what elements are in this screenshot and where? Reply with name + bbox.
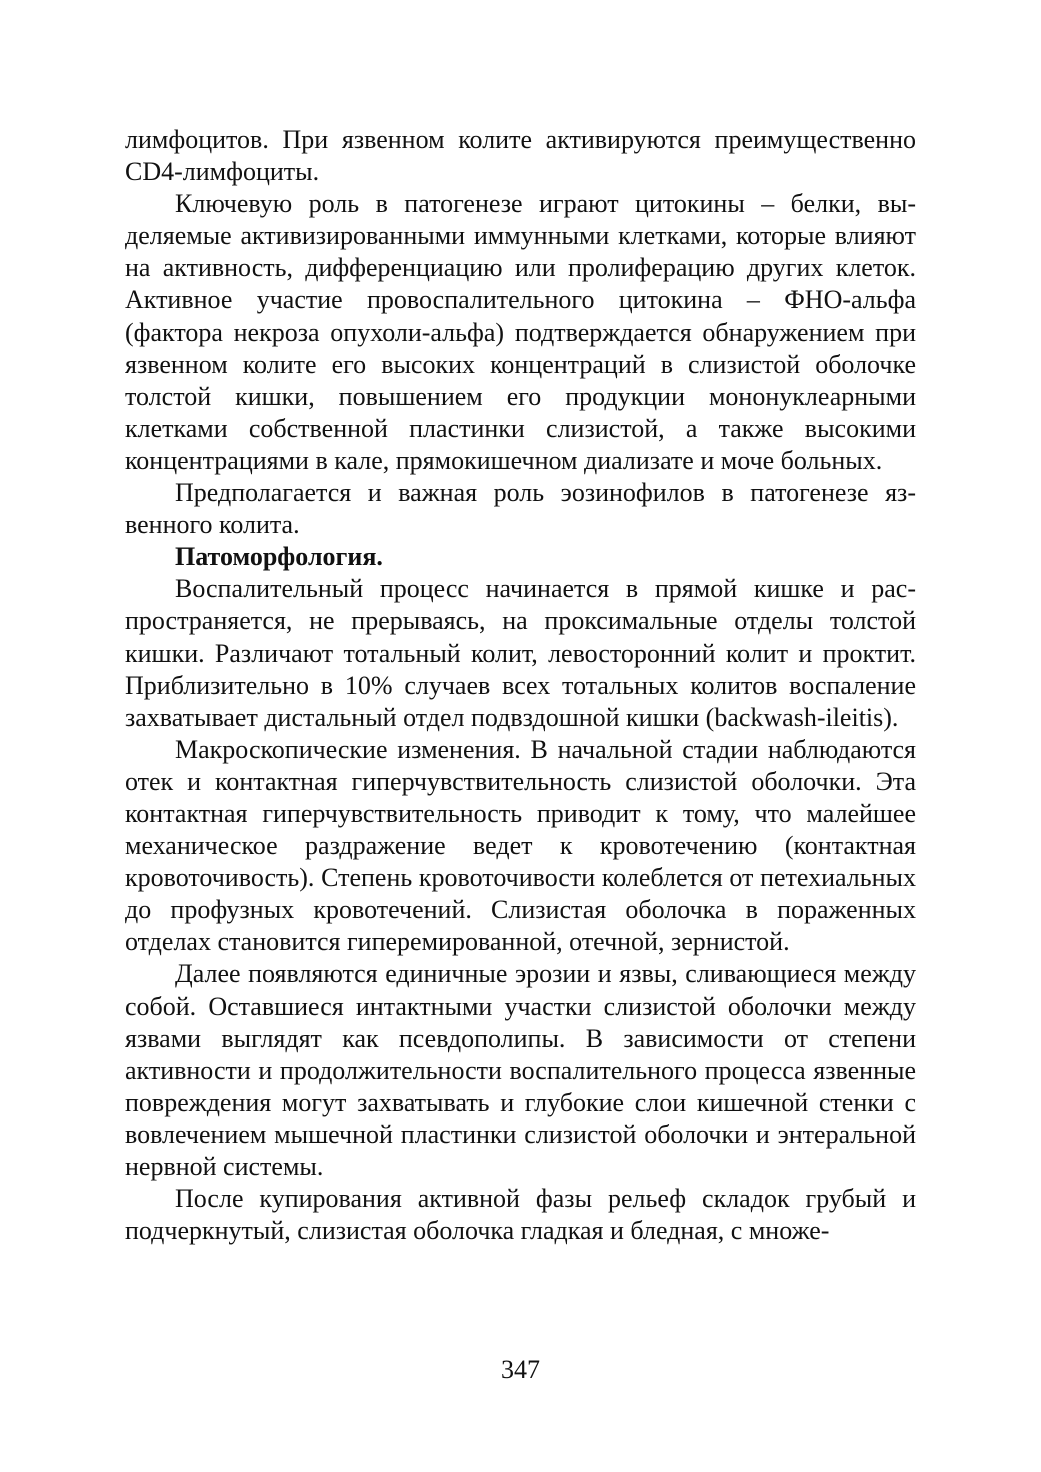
paragraph-7: Далее появляются единичные эрозии и язвы, сливающиеся между собой. Оставшиеся интактными участки слизистой оболочки между язвами выглядят как псевдополипы. В зависимости от степени активности и продолжительности воспалительного процесса язвенные повреждения могут захватывать и глубокие слои кишечной стенки с вовлечением мышечной пластинки слизистой оболочки и энтеральной нервной системы.: [125, 959, 916, 1181]
paragraph-2: Ключевую роль в патогенезе играют цитокины – белки, выделяемые активизированными иммунными клетками, которые влияют на активность, дифференциацию или пролиферацию других клеток. Активное участие провоспалительного цитокина – ФНО-альфа (фактора некроза опухоли-альфа) подтверждается обнаружением при язвенном колите его высоких концентраций в слизистой оболочке толстой кишки, повышением его продукции мононуклеарными клетками собственной пластинки слизистой, а также высокими концентрациями в кале, прямокишечном диализате и моче больных.: [125, 189, 916, 475]
paragraph-3: Предполагается и важная роль эозинофилов в патогенезе язвенного колита.: [125, 478, 916, 540]
section-heading: Патоморфология.: [175, 542, 383, 572]
paragraph-5: Воспалительный процесс начинается в прямой кишке и распространяется, не прерываясь, на проксимальные отделы толстой кишки. Различают тотальный колит, левосторонний колит и проктит. Приблизительно в 10% случаев всех тотальных колитов воспаление захватывает дистальный отдел подвздошной кишки (backwash-ileitis).: [125, 574, 916, 732]
paragraph-8: После купирования активной фазы рельеф складок грубый и подчеркнутый, слизистая оболочка гладкая и бледная, с множе-: [125, 1184, 916, 1246]
document-body: [125, 124, 916, 1247]
page-number: 347: [501, 1355, 540, 1384]
paragraph-6: Макроскопические изменения. В начальной стадии наблюдаются отек и контактная гиперчувствительность слизистой оболочки. Эта контактная гиперчувствительность приводит к тому, что малейшее механическое раздражение ведет к кровотечению (контактная кровоточивость). Степень кровоточивости колеблется от петехиальных до профузных кровотечений. Слизистая оболочка в пораженных отделах становится гиперемированной, отечной, зернистой.: [125, 734, 916, 957]
paragraph-1: лимфоцитов. При язвенном колите активируются преимущественно CD4-лимфоциты.: [125, 125, 916, 187]
